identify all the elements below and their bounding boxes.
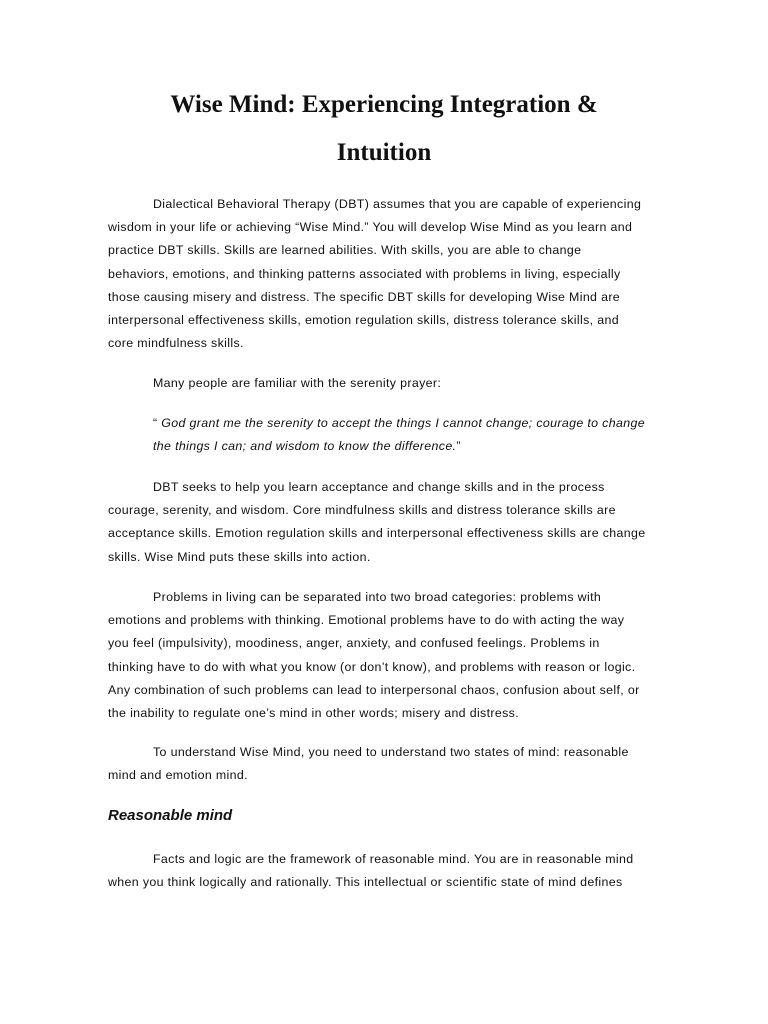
text-line: DBT seeks to help you learn acceptance and change skills and in the process: [153, 480, 605, 494]
quote-line-1: God grant me the serenity to accept the things I cannot change; courage to change: [161, 416, 645, 430]
section-heading-reasonable-mind: Reasonable mind: [108, 807, 233, 824]
text-line: Facts and logic are the framework of reasonable mind. You are in reasonable mind: [153, 852, 634, 866]
text-line: you feel (impulsivity), moodiness, anger, anxiety, and confused feelings. Problems in: [108, 636, 600, 651]
text-line: wisdom in your life or achieving “Wise Mind.” You will develop Wise Mind as you learn and: [108, 220, 633, 235]
text-line: practice DBT skills. Skills are learned abilities. With skills, you are able to change: [108, 243, 582, 258]
paragraph-states-of-mind: [108, 741, 668, 787]
document-title-line-2: Intuition: [336, 139, 432, 166]
paragraph-serenity-intro: [108, 372, 668, 395]
text-line: core mindfulness skills.: [108, 336, 244, 351]
text-line: those causing misery and distress. The specific DBT skills for developing Wise Mind are: [108, 289, 621, 304]
document-title-line-1: Wise Mind: Experiencing Integration &: [170, 91, 598, 118]
text-line: courage, serenity, and wisdom. Core mindfulness skills and distress tolerance skills are: [108, 503, 616, 518]
paragraph-dbt-skills: [108, 476, 668, 569]
paragraph-dbt-intro: [108, 193, 668, 355]
text-line: Many people are familiar with the serenity prayer:: [153, 376, 442, 390]
text-line: Dialectical Behavioral Therapy (DBT) assumes that you are capable of experiencing: [153, 197, 642, 211]
text-line: the inability to regulate one’s mind in other words; misery and distress.: [108, 705, 519, 720]
text-line: To understand Wise Mind, you need to understand two states of mind: reasonable: [153, 745, 629, 759]
quote-close-mark: ”: [456, 439, 461, 454]
quote-line-2: the things I can; and wisdom to know the difference.: [153, 439, 457, 454]
paragraph-problems-in-living: [108, 586, 668, 725]
text-line: emotions and problems with thinking. Emotional problems have to do with acting the way: [108, 613, 625, 628]
text-line: interpersonal effectiveness skills, emotion regulation skills, distress tolerance skills, and: [108, 312, 619, 327]
quote-open-mark: “: [153, 416, 162, 430]
paragraph-reasonable-mind: [108, 848, 668, 894]
text-line: skills. Wise Mind puts these skills into action.: [108, 549, 371, 564]
text-line: Problems in living can be separated into two broad categories: problems with: [153, 590, 602, 604]
text-line: thinking have to do with what you know (or don’t know), and problems with reason or logic.: [108, 659, 636, 674]
serenity-prayer-quote: [153, 412, 673, 458]
text-line: when you think logically and rationally. This intellectual or scientific state of mind defines: [108, 875, 623, 890]
text-line: acceptance skills. Emotion regulation skills and interpersonal effectiveness skills are change: [108, 526, 646, 541]
text-line: mind and emotion mind.: [108, 768, 248, 783]
text-line: Any combination of such problems can lead to interpersonal chaos, confusion about self, or: [108, 682, 640, 697]
text-line: behaviors, emotions, and thinking patterns associated with problems in living, especially: [108, 266, 621, 281]
